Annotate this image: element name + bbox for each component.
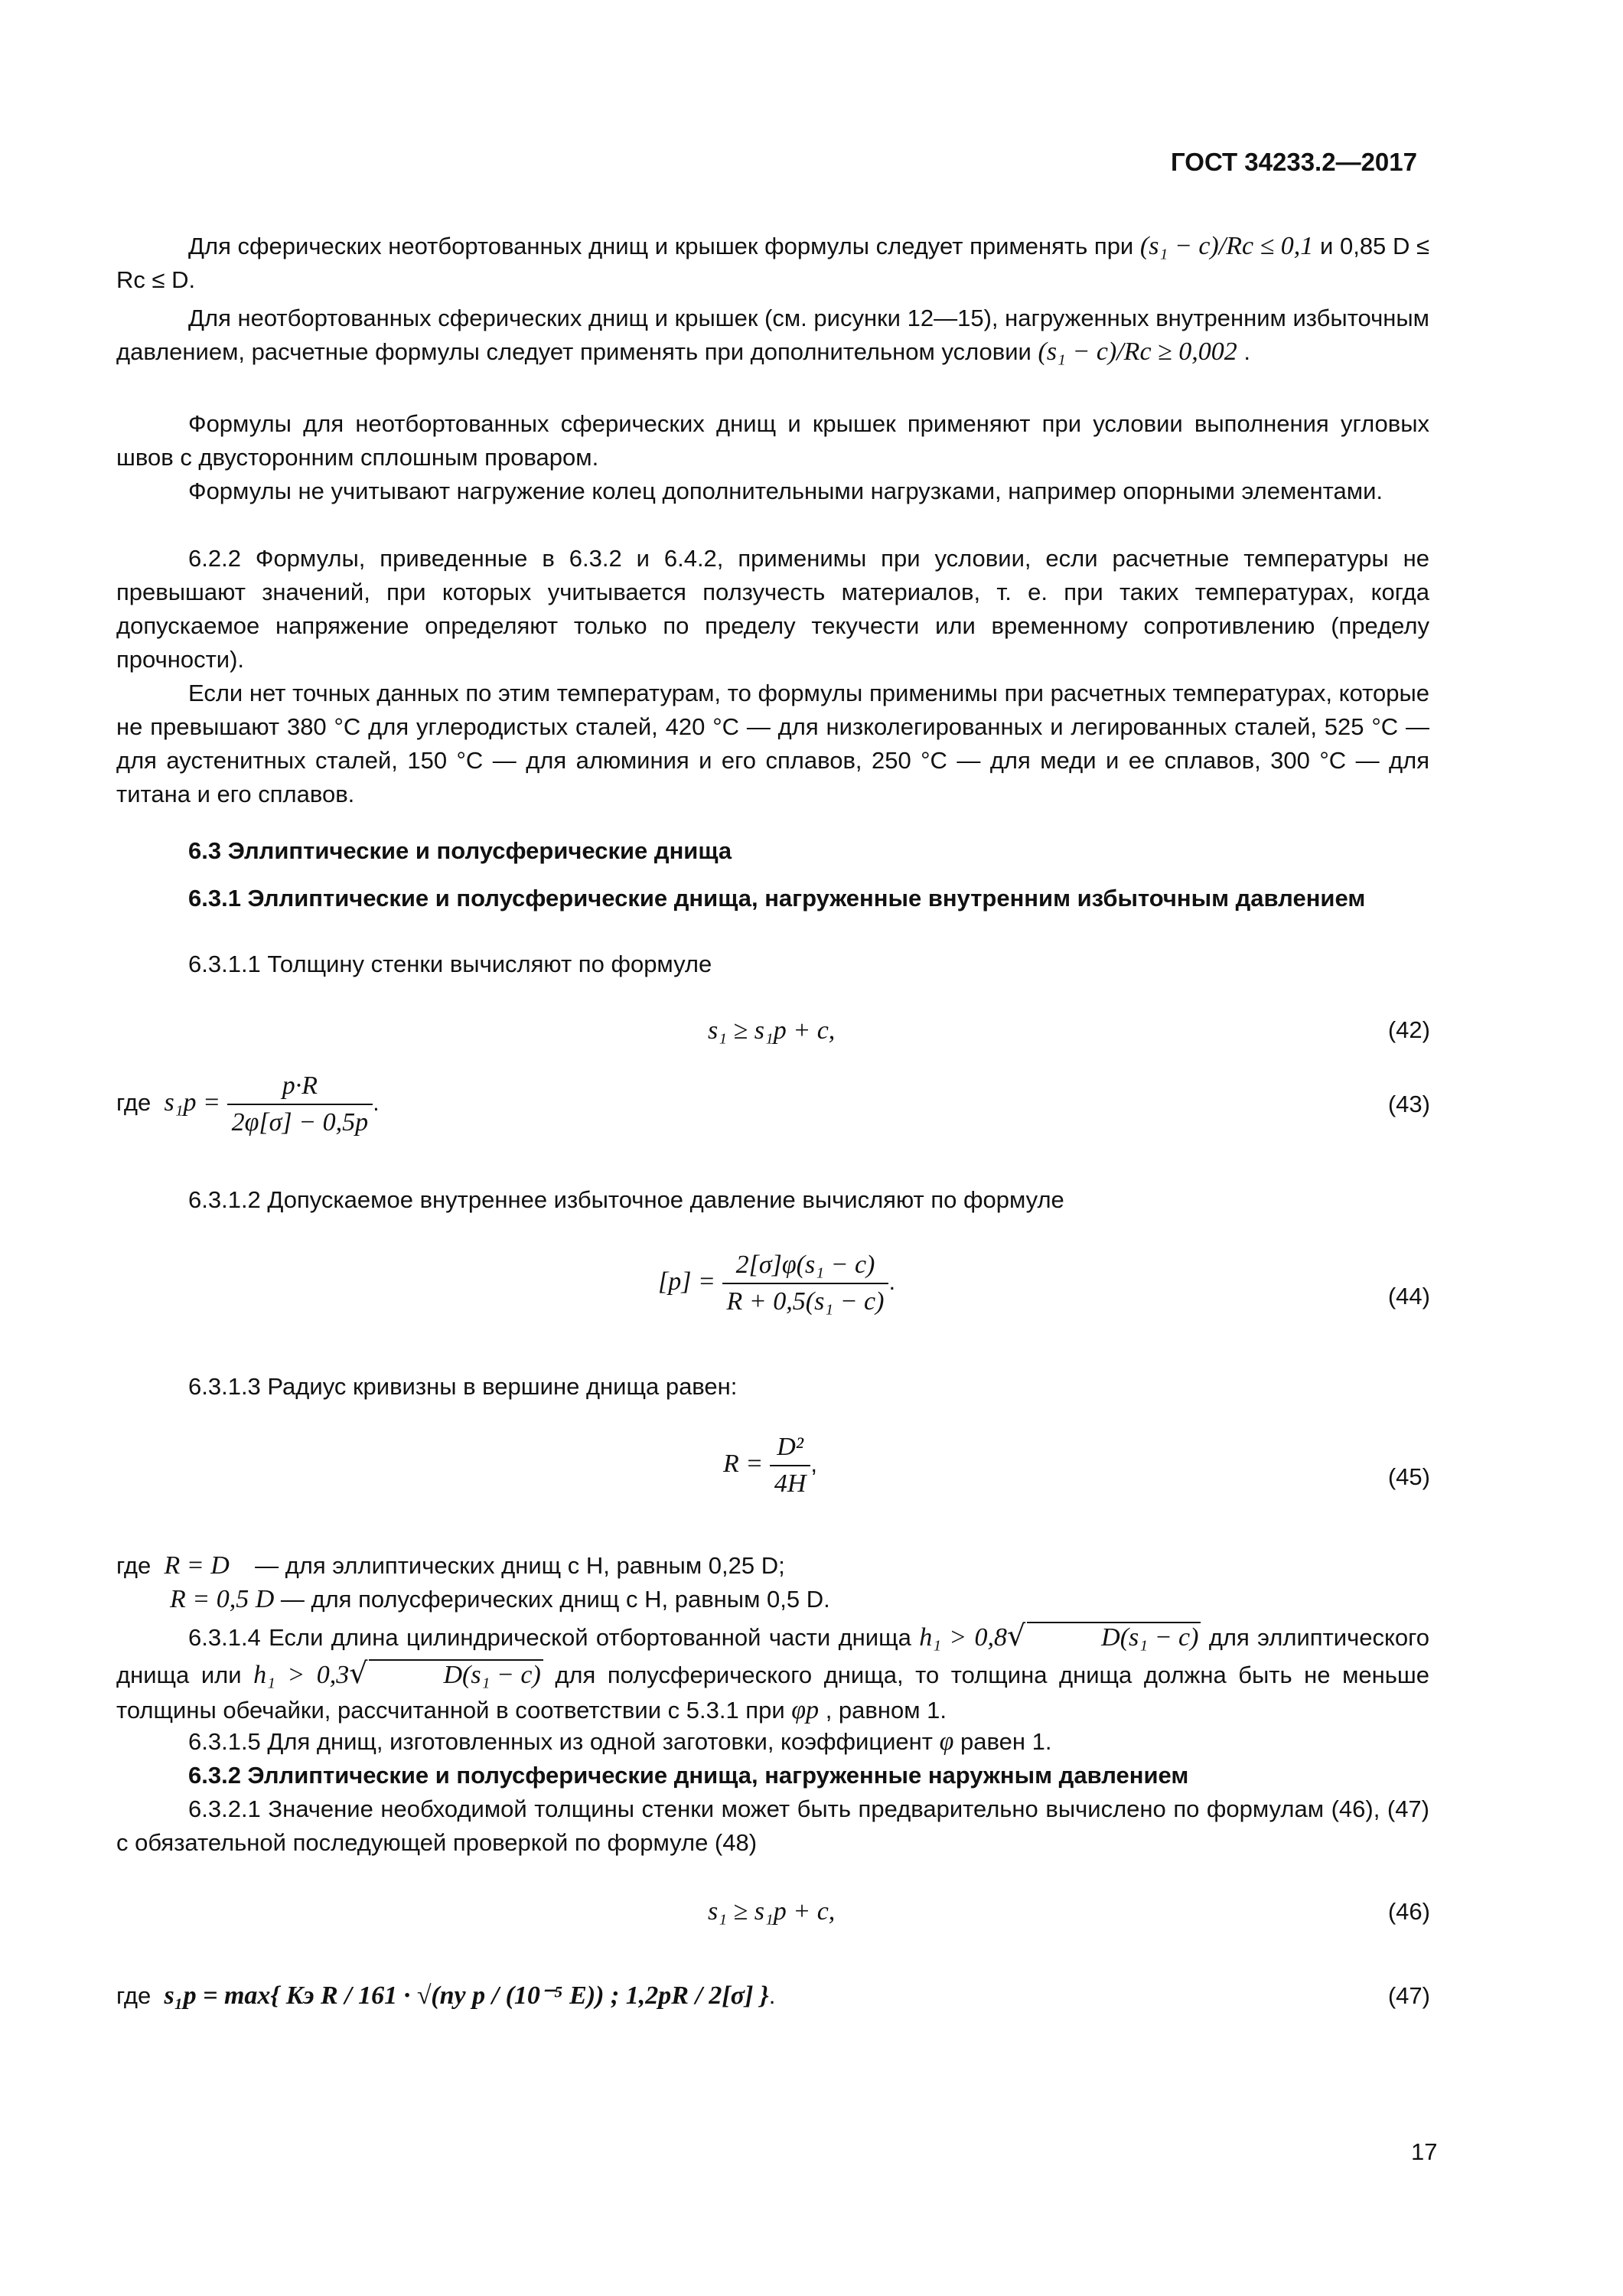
paragraph-intro-4: Формулы не учитывают нагружение колец дополнительными нагрузками, например опорными элементами. (188, 478, 1383, 504)
paragraph-6-2-2: 6.2.2 Формулы, приведенные в 6.3.2 и 6.4.2, применимы при условии, если расчетные температуры не превышают значений, при которых учитывается ползучесть материалов, т. е. при таких температурах, когда допускаемое напряжение определяют только по пределу текучести или временному сопротивлению (пределу прочности). (116, 545, 1429, 673)
formula-44: [p] = $\frac{\text{2[σ]φ(s₁ − c)}}{\text{R + 0,5(s₁ − c)}}$ . (658, 1251, 896, 1316)
page-number: 17 (1411, 2138, 1438, 2165)
paragraph-6-3-1-3: 6.3.1.3 Радиус кривизны в вершине днища равен: (188, 1373, 738, 1400)
formula-42: s₁ ≥ s₁p + c, (708, 1016, 836, 1045)
section-6-3-1-title: 6.3.1 Эллиптические и полусферические днища, нагруженные внутренним избыточным давлением (188, 885, 1366, 912)
where-line-ellipsoidal: где R = D — для эллиптических днищ с H, равным 0,25 D; (116, 1551, 785, 1580)
section-6-3-title: 6.3 Эллиптические и полусферические днища (188, 837, 732, 864)
paragraph-temperatures: Если нет точных данных по этим температурам, то формулы применимы при расчетных температурах, которые не превышают 380 °С для углеродистых сталей, 420 °С — для низколегированных и легированных сталей, 525 °С — для аустенитных сталей, 150 °С — для алюминия и его сплавов, 250 °С — для меди и ее сплавов, 300 °С — для титана и его сплавов. (116, 680, 1429, 807)
equation-number-46: (46) (1387, 1898, 1430, 1925)
formula-47: где s₁p = max{ Kэ R / 161 · √(ny p / (10⁻⁵ E)) ; 1,2pR / 2[σ] }. (116, 1981, 776, 2010)
equation-number-43: (43) (1387, 1091, 1430, 1117)
equation-number-47: (47) (1387, 1982, 1430, 2009)
paragraph-6-3-1-5: 6.3.1.5 Для днищ, изготовленных из одной заготовки, коэффициент φ равен 1. (188, 1727, 1052, 1756)
equation-number-42: (42) (1387, 1016, 1430, 1043)
condition-formula-2: (s₁ − c)/Rc ≥ 0,002 (1038, 338, 1237, 366)
paragraph-intro-2: Для неотбортованных сферических днищ и крышек (см. рисунки 12—15), нагруженных внутренним избыточным давлением, расчетные формулы следует применять при дополнительном условии (s₁ − c)/Rc ≥ 0,002 . (116, 305, 1429, 366)
paragraph-intro-1: Для сферических неотбортованных днищ и крышек формулы следует применять при (s₁ − c)/Rc ≤ 0,1 и 0,85 D ≤ Rc ≤ D. (116, 232, 1430, 293)
section-6-3-2-title: 6.3.2 Эллиптические и полусферические днища, нагруженные наружным давлением (188, 1762, 1189, 1789)
paragraph-6-3-1-2: 6.3.1.2 Допускаемое внутреннее избыточное давление вычисляют по формуле (188, 1186, 1064, 1213)
equation-number-45: (45) (1387, 1463, 1430, 1490)
formula-45: R = $\frac{\text{D²}}{4H}$ , (723, 1433, 818, 1498)
equation-number-44: (44) (1387, 1283, 1430, 1309)
condition-formula-1: (s₁ − c)/Rc ≤ 0,1 (1139, 232, 1314, 260)
paragraph-6-3-2-1: 6.3.2.1 Значение необходимой толщины стенки может быть предварительно вычислено по формулам (46), (47) с обязательной последующей проверкой по формуле (48) (116, 1795, 1429, 1856)
formula-46: s₁ ≥ s₁p + c, (708, 1897, 836, 1926)
where-line-hemispherical: R = 0,5 D — для полусферических днищ с H, равным 0,5 D. (170, 1585, 830, 1613)
paragraph-6-3-1-1: 6.3.1.1 Толщину стенки вычисляют по формуле (188, 951, 712, 977)
paragraph-6-3-1-4: 6.3.1.4 Если длина цилиндрической отбортованной части днища h₁ > 0,8√ D(s₁ − c) для эллиптического днища или h₁ > 0,3√ D(s₁ − c) для полусферического днища, то толщина днища должна быть не меньше толщины обечайки, рассчитанной в соответствии с 5.3.1 при φp , равном 1. (116, 1619, 1430, 1724)
formula-43: где s₁p = $\frac{p\cdot R}{2\varphi[\sigma] - 0,5p}$ . (116, 1071, 380, 1137)
paragraph-intro-3: Формулы для неотбортованных сферических днищ и крышек применяют при условии выполнения угловых швов с двусторонним сплошным проваром. (116, 410, 1429, 471)
document-header-id: ГОСТ 34233.2—2017 (1171, 148, 1417, 176)
